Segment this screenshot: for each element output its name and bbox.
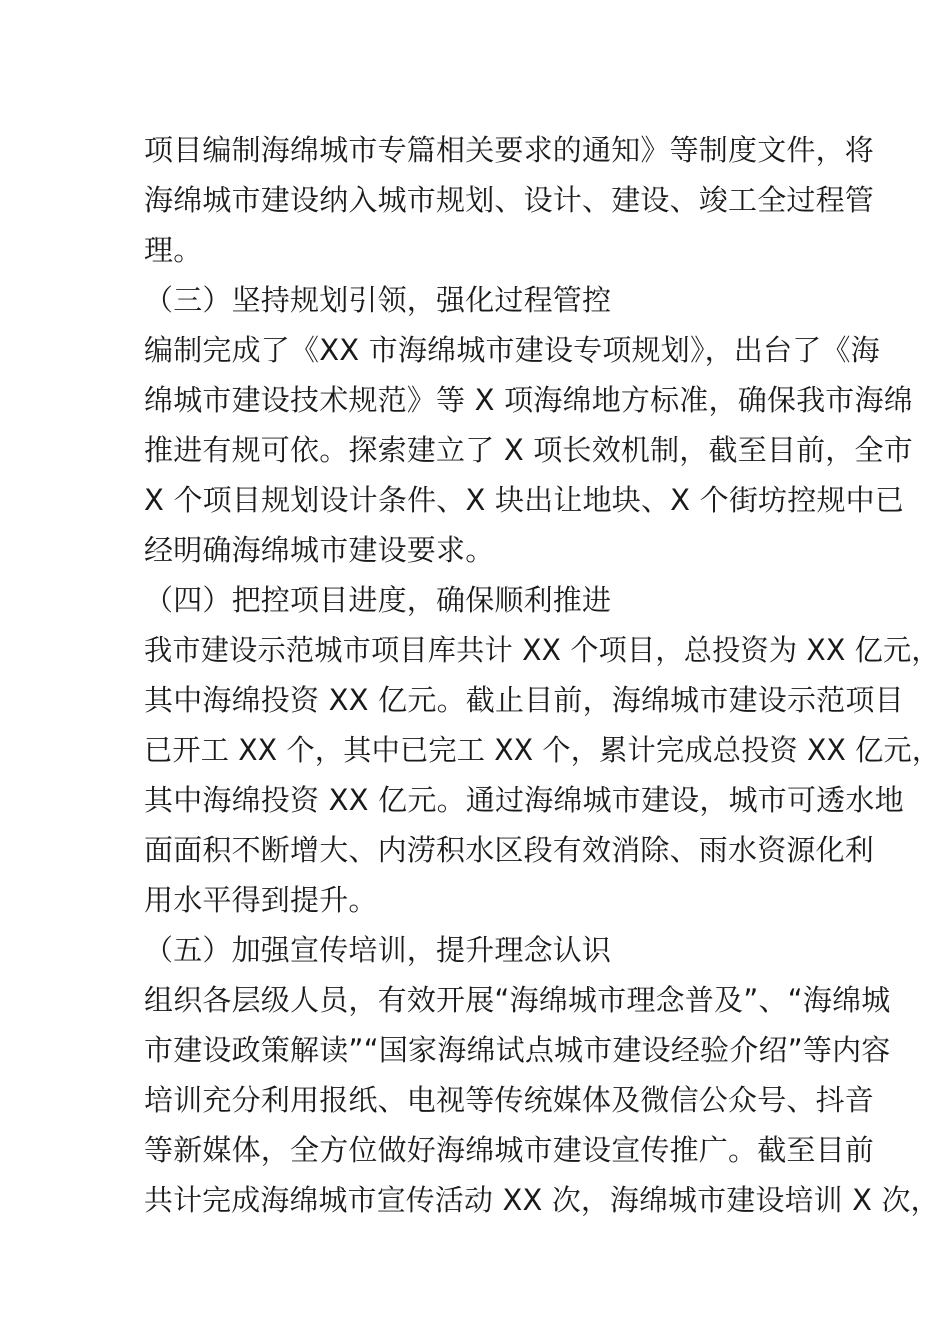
- paragraph-line: 项目编制海绵城市专篇相关要求的通知》等制度文件，将: [144, 133, 875, 167]
- paragraph-line: 组织各层级人员，有效开展“海绵城市理念普及”、“海绵城: [144, 983, 891, 1017]
- paragraph-line: 其中海绵投资 XX 亿元。截止目前，海绵城市建设示范项目: [144, 683, 904, 717]
- paragraph-line: 市建设政策解读”“国家海绵试点城市建设经验介绍”等内容: [144, 1033, 891, 1067]
- section-heading: （四）把控项目进度，确保顺利推进: [144, 583, 612, 617]
- paragraph-line: 经明确海绵城市建设要求。: [144, 533, 495, 567]
- paragraph-line: 用水平得到提升。: [144, 883, 378, 917]
- paragraph-line: 培训充分利用报纸、电视等传统媒体及微信公众号、抖音: [144, 1083, 875, 1117]
- paragraph-line: 海绵城市建设纳入城市规划、设计、建设、竣工全过程管: [144, 183, 875, 217]
- paragraph-line: 共计完成海绵城市宣传活动 XX 次，海绵城市建设培训 X 次，: [144, 1183, 940, 1217]
- paragraph-line: 理。: [144, 233, 203, 267]
- paragraph-line: 我市建设示范城市项目库共计 XX 个项目，总投资为 XX 亿元，: [144, 633, 940, 667]
- section-heading: （五）加强宣传培训，提升理念认识: [144, 933, 612, 967]
- paragraph-line: 已开工 XX 个，其中已完工 XX 个，累计完成总投资 XX 亿元，: [144, 733, 941, 767]
- paragraph-line: 绵城市建设技术规范》等 X 项海绵地方标准，确保我市海绵: [144, 383, 913, 417]
- paragraph-line: 编制完成了《XX 市海绵城市建设专项规划》，出台了《海: [144, 333, 880, 367]
- paragraph-line: 其中海绵投资 XX 亿元。通过海绵城市建设，城市可透水地: [144, 783, 904, 817]
- paragraph-line: X 个项目规划设计条件、X 块出让地块、X 个街坊控规中已: [144, 483, 905, 517]
- paragraph-line: 等新媒体，全方位做好海绵城市建设宣传推广。截至目前: [144, 1133, 875, 1167]
- paragraph-line: 推进有规可依。探索建立了 X 项长效机制，截至目前，全市: [144, 433, 913, 467]
- section-heading: （三）坚持规划引领，强化过程管控: [144, 283, 612, 317]
- paragraph-line: 面面积不断增大、内涝积水区段有效消除、雨水资源化利: [144, 833, 875, 867]
